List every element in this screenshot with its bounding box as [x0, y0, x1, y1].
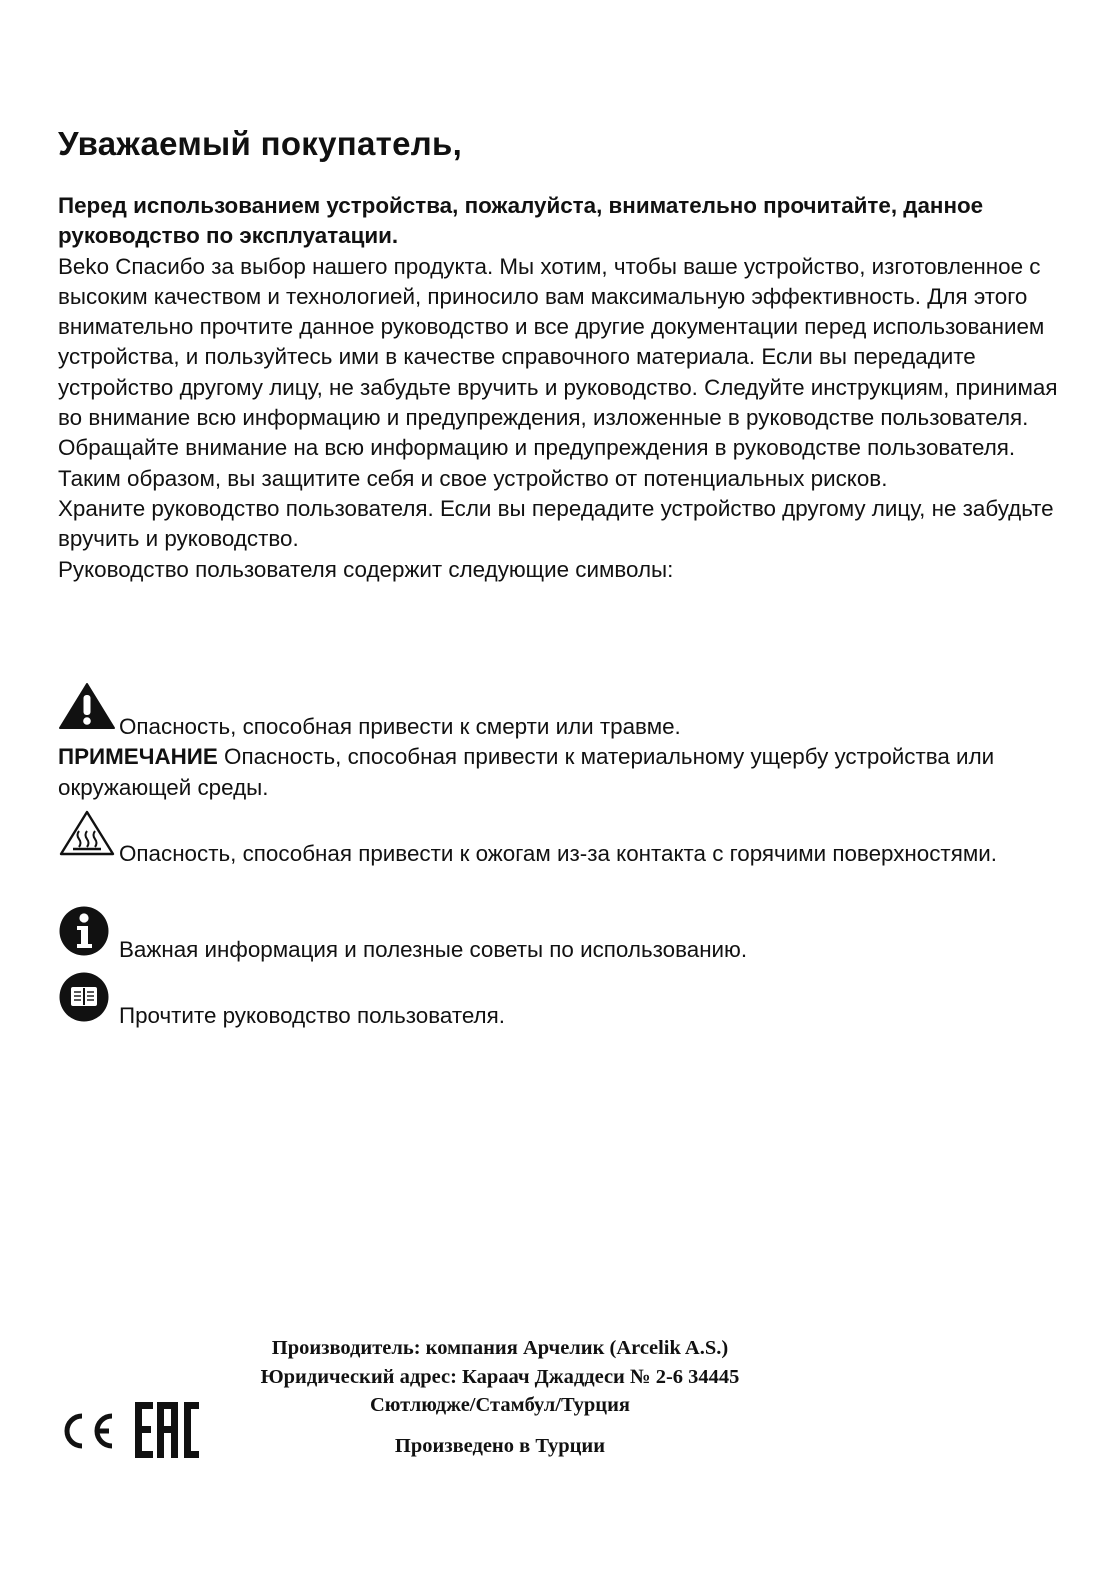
read-manual-icon — [58, 971, 110, 1023]
symbol-info-row — [58, 935, 1068, 965]
intro-section — [58, 191, 1068, 585]
symbol-danger-row — [58, 712, 1068, 803]
city-line: Сютлюдже/Стамбул/Турция — [369, 1394, 630, 1416]
info-icon — [58, 905, 110, 957]
manufacturer-footer — [200, 1334, 800, 1460]
symbol-hot-row — [58, 839, 1068, 869]
note-line — [58, 742, 1068, 803]
note-label: ПРИМЕЧАНИЕ — [58, 744, 218, 770]
manufacturer-line: Производитель: компания Арчелик (Arcelik A.S.) — [271, 1337, 729, 1359]
made-in-line: Произведено в Турции — [394, 1434, 606, 1457]
paragraph-keep-manual: Храните руководство пользователя. Если вы передадите устройство другому лицу, не забудьте вручить и руководство. — [58, 495, 1054, 552]
paragraph-thanks: Beko Спасибо за выбор нашего продукта. Мы хотим, чтобы ваше устройство, изготовленное с высоким качеством и технологией, приносило вам максимальную эффективность. Для этого внимательно прочтите данное руководство и все другие документации перед использованием устройства, и пользуйтесь ими в качестве справочного материала. Если вы передадите устройство другому лицу, не забудьте вручить и руководство. Следуйте инструкциям, принимая во внимание всю информацию и предупреждения, изложенные в руководстве пользователя. — [58, 253, 1058, 431]
ce-eac-marks — [56, 1398, 206, 1460]
warning-triangle-icon — [58, 682, 116, 730]
page-title: Уважаемый покупатель, — [58, 125, 463, 162]
legal-address-line: Юридический адрес: Караач Джаддеси № 2-6 34445 — [260, 1365, 740, 1388]
symbol-read-row — [58, 1001, 1068, 1031]
symbol-hot-text: Опасность, способная привести к ожогам из-за контакта с горячими поверхностями. — [119, 841, 997, 866]
hot-surface-icon — [58, 809, 116, 857]
symbol-danger-text: Опасность, способная привести к смерти или травме. — [119, 714, 681, 739]
eac-mark-icon — [135, 1402, 199, 1458]
paragraph-symbols-intro: Руководство пользователя содержит следующие символы: — [58, 556, 674, 582]
symbol-read-text: Прочтите руководство пользователя. — [119, 1003, 505, 1028]
paragraph-attention: Обращайте внимание на всю информацию и предупреждения в руководстве пользователя. Таким образом, вы защитите себя и свое устройство от потенциальных рисков. — [58, 435, 1016, 491]
ce-mark-icon — [67, 1416, 112, 1446]
symbol-info-text: Важная информация и полезные советы по использованию. — [119, 937, 748, 962]
note-text: Опасность, способная привести к материальному ущербу устройства или окружающей среды. — [58, 744, 995, 800]
intro-bold-text: Перед использованием устройства, пожалуйста, внимательно прочитайте, данное руководство по эксплуатации. — [58, 193, 984, 249]
